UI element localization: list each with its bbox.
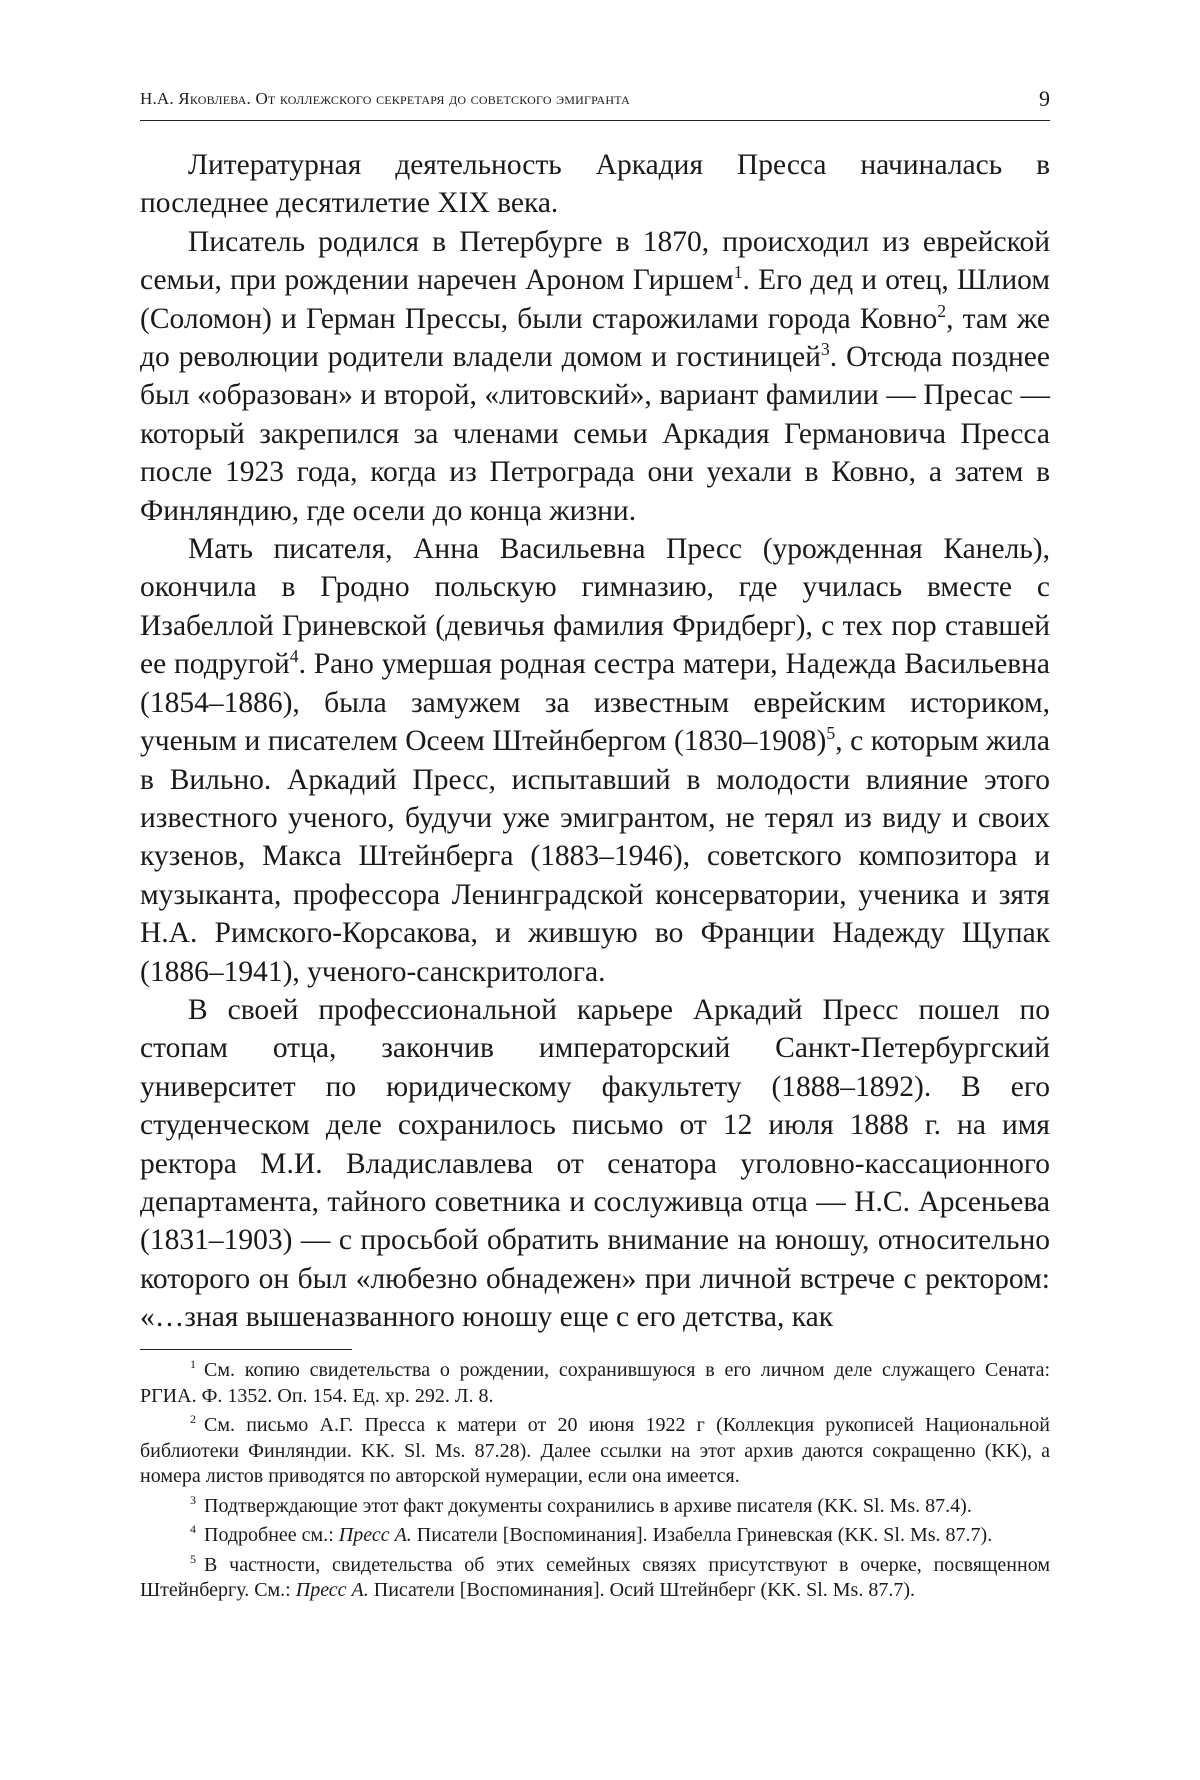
footnote-ref-5[interactable]: 5 (826, 723, 836, 744)
page (140, 0, 1050, 1780)
footnote-text: Подтверждающие этот факт документы сохранились в архиве писателя (KK. Sl. Ms. 87.4). (204, 1494, 972, 1517)
footnote-number: 5 (190, 1551, 196, 1566)
paragraph-3-text-b: . Рано умершая родная сестра матери, Надежда Васильевна (1854–1886), была замужем за известным еврейским историком, ученым и писателем Осеем Штейнбергом (1830–1908) (140, 648, 1050, 758)
footnote-separator (140, 1349, 352, 1350)
footnote-text-pre: В частности, свидетельства об этих семейных связях присутствуют в очерке, посвященном Штейнбергу. См.: (140, 1553, 1050, 1601)
footnote-text-post: Писатели [Воспоминания]. Осий Штейнберг (KK. Sl. Ms. 87.7). (368, 1579, 915, 1601)
paragraph-2-text-a: Писатель родился в Петербурге в 1870, происходил из еврейской семьи, при рождении наречен Ароном Гиршем (140, 225, 1050, 297)
page-number: 9 (1039, 86, 1050, 111)
footnote-3 (140, 1494, 1050, 1520)
paragraph-2-text-c: , там же до революции родители владели домом и гостиницей (140, 302, 1050, 374)
footnote-text-pre: Подробнее см.: (204, 1524, 339, 1546)
footnote-5 (140, 1553, 1050, 1604)
footnote-2 (140, 1413, 1050, 1490)
footnote-1 (140, 1358, 1050, 1409)
body-text (140, 146, 1050, 1337)
footnotes (140, 1358, 1050, 1608)
footnote-ref-3[interactable]: 3 (820, 339, 830, 360)
footnote-text-post: Писатели [Воспоминания]. Изабелла Гриневская (KK. Sl. Ms. 87.7). (411, 1524, 993, 1546)
footnote-number: 2 (190, 1412, 196, 1427)
paragraph-2-text-b: . Его дед и отец, Шлиом (Соломон) и Герман Прессы, были старожилами города Ковно (140, 264, 1050, 335)
paragraph-1: Литературная деятельность Аркадия Пресса начиналась в последнее десятилетие XIX века. (140, 149, 1050, 220)
footnote-ref-2[interactable]: 2 (937, 300, 947, 321)
paragraph-3-text-a: Мать писателя, Анна Васильевна Пресс (урожденная Канель), окончила в Гродно польскую гимназию, где училась вместе с Изабеллой Гриневской (девичья фамилия Фридберг), с тех пор ставшей ее подругой (140, 533, 1050, 681)
paragraph-3-text-c: , с которым жила в Вильно. Аркадий Пресс, испытавший в молодости влияние этого известного ученого, будучи уже эмигрантом, не терял из виду и своих кузенов, Макса Штейнберга (1883–1946), советского композитора и музыканта, профессора Ленинградской консерватории, ученика и зятя Н.А. Римского-Корсакова, и жившую во Франции Надежду Щупак (1886–1941), ученого-санскритолога. (140, 725, 1051, 988)
footnote-4 (140, 1523, 1050, 1549)
footnote-number: 1 (190, 1357, 196, 1372)
footnote-author: Пресс А. (338, 1524, 412, 1546)
running-head: Н.А. Яковлева. От коллежского секретаря до советского эмигранта (140, 89, 631, 108)
paragraph-4: В своей профессиональной карьере Аркадий Пресс пошел по стопам отца, закончив императорский Санкт-Петербургский университет по юридическому факультету (1888–1892). В его студенческом деле сохранилось письмо от 12 июля 1888 г. на имя ректора М.И. Владиславлева от сенатора уголовно-кассационного департамента, тайного советника и сослуживца отца — Н.С. Арсеньева (1831–1903) — с просьбой обратить внимание на юношу, относительно которого он был «любезно обнадежен» при личной встрече с ректором: «…зная вышеназванного юношу еще с его детства, как (140, 993, 1050, 1334)
footnote-number: 4 (190, 1522, 196, 1537)
footnote-text: См. копию свидетельства о рождении, сохранившуюся в его личном деле служащего Сената: РГИА. Ф. 1352. Оп. 154. Ед. хр. 292. Л. 8. (140, 1359, 1050, 1407)
footnote-ref-4[interactable]: 4 (289, 646, 299, 667)
footnote-text: См. письмо А.Г. Пресса к матери от 20 июня 1922 г (Коллекция рукописей Национальной библиотеки Финляндии. KK. Sl. Ms. 87.28). Далее ссылки на этот архив даются сокращенно (KK), а номера листов приводятся по авторской нумерации, если она имеется. (140, 1414, 1050, 1487)
footnote-author: Пресс А. (295, 1579, 369, 1601)
footnote-number: 3 (190, 1492, 196, 1507)
page-header (140, 88, 1050, 121)
paragraph-2 (140, 223, 1050, 530)
footnote-ref-1[interactable]: 1 (733, 262, 743, 283)
paragraph-2-text-d: . Отсюда позднее был «образован» и второй, «литовский», вариант фамилии — Пресас — который закрепился за членами семьи Аркадия Германовича Пресса после 1923 года, когда из Петрограда они уехали в Ковно, а затем в Финляндию, где осели до конца жизни. (140, 341, 1050, 527)
paragraph-3 (140, 530, 1050, 991)
